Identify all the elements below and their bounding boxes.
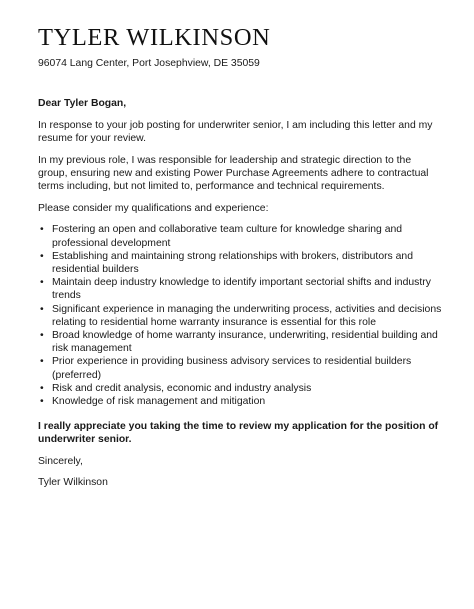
list-item: • Fostering an open and collaborative team culture for knowledge sharing and professional development: [38, 223, 443, 249]
list-item: • Prior experience in providing business advisory services to residential builders (preferred): [38, 355, 443, 381]
intro-paragraph: In response to your job posting for underwriter senior, I am including this letter and my resume for your review.: [38, 119, 433, 144]
applicant-address: 96074 Lang Center, Port Josephview, DE 35059: [38, 58, 260, 69]
signoff: Sincerely,: [38, 455, 83, 467]
signature-name: Tyler Wilkinson: [38, 477, 108, 489]
qualifications-intro: Please consider my qualifications and experience:: [38, 202, 269, 214]
list-item: • Establishing and maintaining strong relationships with brokers, distributors and residential builders: [38, 250, 443, 276]
qualifications-list: [38, 223, 443, 408]
list-item: • Knowledge of risk management and mitigation: [38, 395, 443, 408]
experience-paragraph: In my previous role, I was responsible for leadership and strategic direction to the group, ensuring new and existing Power Purchase Agreements adhere to contractual terms including, but not limited to, performance and technical requirements.: [38, 154, 429, 193]
list-item: • Significant experience in managing the underwriting process, activities and decisions relating to residential home warranty insurance is essential for this role: [38, 303, 443, 329]
list-item: • Broad knowledge of home warranty insurance, underwriting, residential building and risk management: [38, 329, 443, 355]
closing-paragraph: I really appreciate you taking the time to review my application for the position of underwriter senior.: [38, 420, 439, 445]
list-item: • Risk and credit analysis, economic and industry analysis: [38, 382, 443, 395]
list-item: • Maintain deep industry knowledge to identify important sectorial shifts and industry trends: [38, 276, 443, 302]
applicant-name: TYLER WILKINSON: [38, 24, 271, 51]
salutation: Dear Tyler Bogan,: [38, 98, 127, 109]
letter-body: [38, 97, 443, 498]
